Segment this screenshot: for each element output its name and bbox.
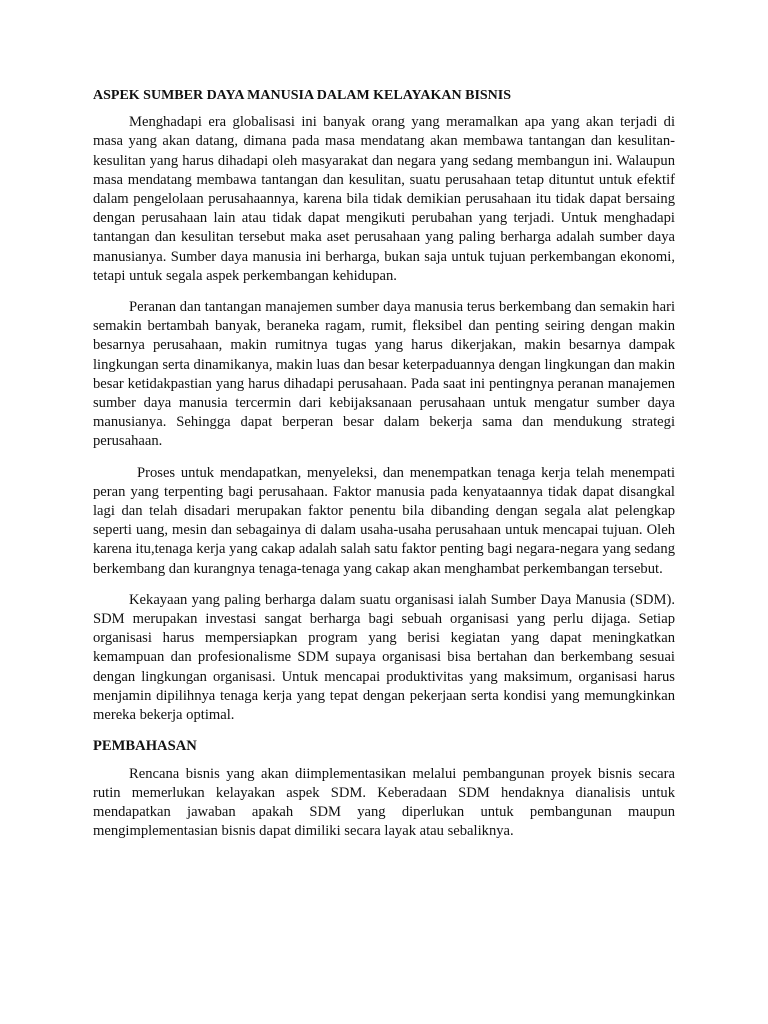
section-heading-pembahasan: PEMBAHASAN [93,738,197,755]
paragraph-recruitment-process: Proses untuk mendapatkan, menyeleksi, dan menempatkan tenaga kerja telah menempati peran yang terpenting bagi perusahaan. Faktor manusia pada kenyataannya tidak dapat disangkal lagi dan telah disadari merupakan faktor penentu bila dibanding dengan segala alat pelengkap seperti uang, mesin dan sebagainya di dalam usaha-usaha perusahaan untuk mencapai tujuan. Oleh karena itu,tenaga kerja yang cakap adalah salah satu faktor penting bagi negara-negara yang sedang berkembang dan kurangnya tenaga-tenaga yang cakap akan menghambat perkembangan tersebut. [93,464,675,577]
paragraph-hrm-role: Peranan dan tantangan manajemen sumber daya manusia terus berkembang dan semakin hari semakin bertambah banyak, beraneka ragam, rumit, fleksibel dan penting seiring dengan makin besarnya perusahaan, makin rumitnya tugas yang harus dikerjakan, makin besarnya dampak lingkungan serta dinamikanya, makin luas dan besar keterpaduannya dengan lingkungan dan makin besar ketidakpastian yang harus dihadapi perusahaan. Pada saat ini pentingnya peranan manajemen sumber daya manusia tercermin dari kebijaksanaan perusahaan untuk mengatur sumber daya manusianya. Sehingga dapat berperan besar dalam bekerja sama dan mendukung strategi perusahaan. [93,299,675,450]
paragraph-globalization: Menghadapi era globalisasi ini banyak orang yang meramalkan apa yang akan terjadi di masa yang akan datang, dimana pada masa mendatang akan membawa tantangan dan kesulitan-kesulitan yang harus dihadapi oleh masyarakat dan negara yang sedang membangun ini. Walaupun masa mendatang membawa tantangan dan kesulitan, suatu perusahaan tetap dituntut untuk efektif dalam pengelolaan perusahaannya, karena bila tidak demikian perusahaan itu tidak dapat bersaing dengan perusahaan lain atau tidak dapat mengikuti perubahan yang terjadi. Untuk menghadapi tantangan dan kesulitan tersebut maka aset perusahaan yang paling berharga adalah sumber daya manusianya. Sumber daya manusia ini berharga, bukan saja untuk tujuan perkembangan ekonomi, tetapi untuk segala aspek perkembangan kehidupan. [93,114,675,284]
document-title: ASPEK SUMBER DAYA MANUSIA DALAM KELAYAKAN BISNIS [93,88,512,103]
paragraph-organization-wealth: Kekayaan yang paling berharga dalam suatu organisasi ialah Sumber Daya Manusia (SDM). SDM merupakan investasi sangat berharga bagi sebuah organisasi yang perlu dijaga. Setiap organisasi harus mempersiapkan program yang berisi kegiatan yang dapat meningkatkan kemampuan dan profesionalisme SDM supaya organisasi bisa bertahan dan berkembang sesuai dengan lingkungan organisasi. Untuk mencapai produktivitas yang maksimum, organisasi harus menjamin dipilihnya tenaga kerja yang tepat dengan pekerjaan serta kondisi yang memungkinkan mereka bekerja optimal. [93,591,675,724]
paragraph-business-plan: Rencana bisnis yang akan diimplementasikan melalui pembangunan proyek bisnis secara rutin memerlukan kelayakan aspek SDM. Keberadaan SDM hendaknya dianalisis untuk mendapatkan jawaban apakah SDM yang diperlukan untuk pembangunan maupun mengimplementasian bisnis dapat dimiliki secara layak atau sebaliknya. [93,765,675,840]
document-body [93,86,675,853]
